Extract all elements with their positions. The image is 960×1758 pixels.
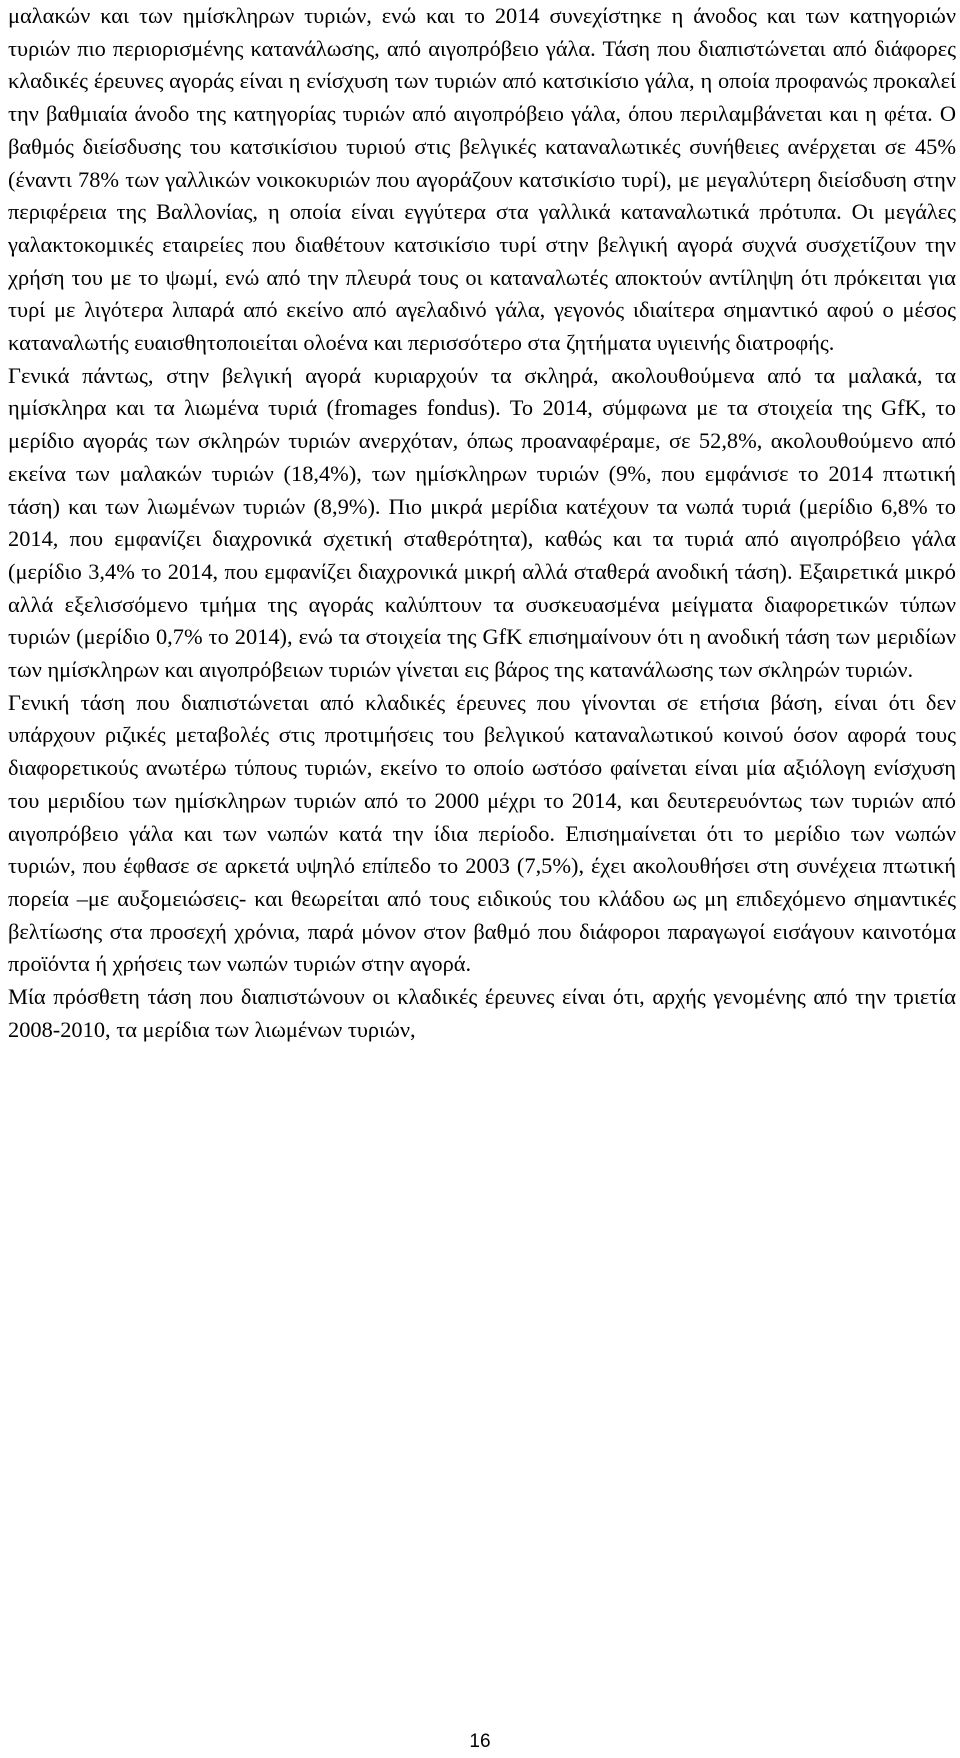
paragraph: μαλακών και των ημίσκληρων τυριών, ενώ και το 2014 συνεχίστηκε η άνοδος και των κατηγοριών τυριών πιο περιορισμένης κατανάλωσης, από αιγοπρόβειο γάλα. Τάση που διαπιστώνεται από διάφορες κλαδικές έρευνες αγοράς είναι η ενίσχυση των τυριών από κατσικίσιο γάλα, η οποία προφανώς προκαλεί την βαθμιαία άνοδο της κατηγορίας τυριών από αιγοπρόβειο γάλα, όπου περιλαμβάνεται και η φέτα. Ο βαθμός διείσδυσης του κατσικίσιου τυριού στις βελγικές καταναλωτικές συνήθειες ανέρχεται σε 45% (έναντι 78% των γαλλικών νοικοκυριών που αγοράζουν κατσικίσιο τυρί), με μεγαλύτερη διείσδυση στην περιφέρεια της Βαλλονίας, η οποία είναι εγγύτερα στα γαλλικά καταναλωτικά πρότυπα. Οι μεγάλες γαλακτοκομικές εταιρείες που διαθέτουν κατσικίσιο τυρί στην βελγική αγορά συχνά συσχετίζουν την χρήση του με το ψωμί, ενώ από την πλευρά τους οι καταναλωτές αποκτούν αντίληψη ότι πρόκειται για τυρί με λιγότερα λιπαρά από εκείνο από αγελαδινό γάλα, γεγονός ιδιαίτερα σημαντικό αφού ο μέσος καταναλωτής ευαισθητοποιείται ολοένα και περισσότερο στα ζητήματα υγιεινής διατροφής.	[8, 3, 956, 356]
body-text	[8, 0, 956, 1047]
page-number: 16	[469, 1731, 491, 1752]
paragraph: Γενικά πάντως, στην βελγική αγορά κυριαρχούν τα σκληρά, ακολουθούμενα από τα μαλακά, τα ημίσκληρα και τα λιωμένα τυριά (fromages fondus). Το 2014, σύμφωνα με τα στοιχεία της GfK, το μερίδιο αγοράς των σκληρών τυριών ανερχόταν, όπως προαναφέραμε, σε 52,8%, ακολουθούμενο από εκείνα των μαλακών τυριών (18,4%), των ημίσκληρων τυριών (9%, που εμφάνισε το 2014 πτωτική τάση) και των λιωμένων τυριών (8,9%). Πιο μικρά μερίδια κατέχουν τα νωπά τυριά (μερίδιο 6,8% το 2014, που εμφανίζει διαχρονικά σχετική σταθερότητα), καθώς και τα τυριά από αιγοπρόβειο γάλα (μερίδιο 3,4% το 2014, που εμφανίζει διαχρονικά μικρή αλλά σταθερά ανοδική τάση). Εξαιρετικά μικρό αλλά εξελισσόμενο τμήμα της αγοράς καλύπτουν τα συσκευασμένα μείγματα διαφορετικών τύπων τυριών (μερίδιο 0,7% το 2014), ενώ τα στοιχεία της GfK επισημαίνουν ότι η ανοδική τάση των μεριδίων των ημίσκληρων και αιγοπρόβειων τυριών γίνεται εις βάρος της κατανάλωσης των σκληρών τυριών.	[8, 362, 956, 683]
paragraph: Γενική τάση που διαπιστώνεται από κλαδικές έρευνες που γίνονται σε ετήσια βάση, είναι ότι δεν υπάρχουν ριζικές μεταβολές στις προτιμήσεις του βελγικού καταναλωτικού κοινού όσον αφορά τους διαφορετικούς ανωτέρω τύπους τυριών, εκείνο το οποίο ωστόσο φαίνεται είναι μία αξιόλογη ενίσχυση του μεριδίου των ημίσκληρων τυριών από το 2000 μέχρι το 2014, και δευτερευόντως των τυριών από αιγοπρόβειο γάλα και των νωπών κατά την ίδια περίοδο. Επισημαίνεται ότι το μερίδιο των νωπών τυριών, που έφθασε σε αρκετά υψηλό επίπεδο το 2003 (7,5%), έχει ακολουθήσει στη συνέχεια πτωτική πορεία –με αυξομειώσεις- και θεωρείται από τους ειδικούς του κλάδου ως μη επιδεχόμενο σημαντικές βελτίωσης στα προσεχή χρόνια, παρά μόνον στον βαθμό που διάφοροι παραγωγοί εισάγουν καινοτόμα προϊόντα ή χρήσεις των νωπών τυριών στην αγορά.	[8, 689, 956, 977]
paragraph: Μία πρόσθετη τάση που διαπιστώνουν οι κλαδικές έρευνες είναι ότι, αρχής γενομένης από την τριετία 2008-2010, τα μερίδια των λιωμένων τυριών,	[8, 984, 956, 1042]
